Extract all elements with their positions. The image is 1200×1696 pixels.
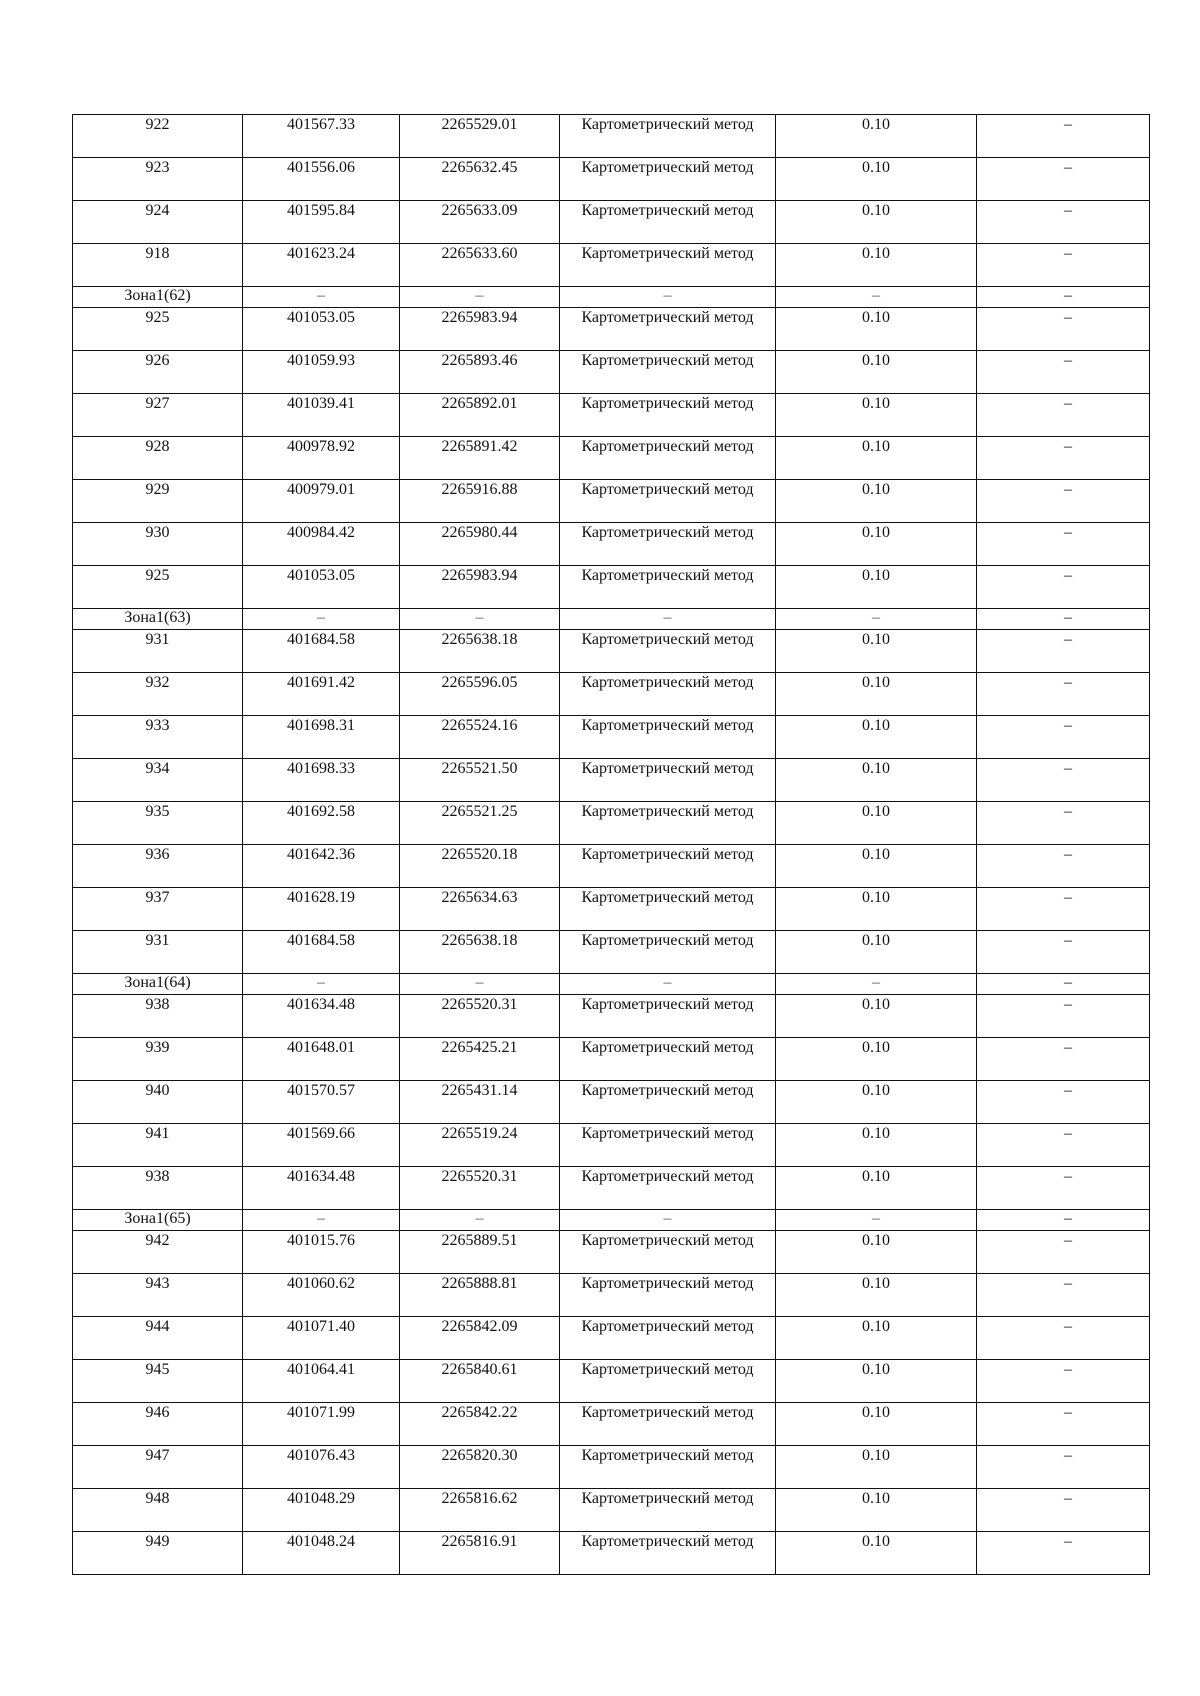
x-coordinate-cell: 401698.33 <box>243 759 400 802</box>
description-cell: – <box>977 931 1150 974</box>
accuracy-cell: 0.10 <box>776 673 977 716</box>
point-number-cell: 943 <box>73 1274 243 1317</box>
method-text: Картометрический метод <box>581 352 754 369</box>
y-coordinate-cell: 2265888.81 <box>400 1274 560 1317</box>
point-number-cell: 945 <box>73 1360 243 1403</box>
method-text: Картометрический метод <box>581 631 754 648</box>
method-text: Картометрический метод <box>581 1447 754 1464</box>
point-number-cell: Зона1(65) <box>73 1210 243 1231</box>
point-number-cell: 927 <box>73 394 243 437</box>
point-number-cell: 924 <box>73 201 243 244</box>
x-coordinate-cell: 401570.57 <box>243 1081 400 1124</box>
y-coordinate-cell: 2265983.94 <box>400 308 560 351</box>
table-row <box>73 1446 1150 1489</box>
x-coordinate-cell: – <box>243 609 400 630</box>
method-text: Картометрический метод <box>581 717 754 734</box>
point-number-cell: 925 <box>73 566 243 609</box>
x-coordinate-cell: 401691.42 <box>243 673 400 716</box>
table-row <box>73 1403 1150 1446</box>
accuracy-cell: 0.10 <box>776 437 977 480</box>
accuracy-cell: 0.10 <box>776 1038 977 1081</box>
x-coordinate-cell: 401634.48 <box>243 995 400 1038</box>
y-coordinate-cell: 2265916.88 <box>400 480 560 523</box>
description-cell: – <box>977 287 1150 308</box>
y-coordinate-cell: 2265638.18 <box>400 931 560 974</box>
y-coordinate-cell: 2265529.01 <box>400 115 560 158</box>
x-coordinate-cell: 401053.05 <box>243 308 400 351</box>
method-cell: – <box>560 609 776 630</box>
accuracy-cell: 0.10 <box>776 995 977 1038</box>
method-cell <box>560 995 776 1038</box>
method-text: Картометрический метод <box>581 524 754 541</box>
y-coordinate-cell: 2265980.44 <box>400 523 560 566</box>
description-cell: – <box>977 158 1150 201</box>
x-coordinate-cell: 401684.58 <box>243 630 400 673</box>
method-text: Картометрический метод <box>581 481 754 498</box>
method-text: Картометрический метод <box>581 996 754 1013</box>
table-row <box>73 244 1150 287</box>
accuracy-cell: 0.10 <box>776 394 977 437</box>
method-cell <box>560 1124 776 1167</box>
accuracy-cell: 0.10 <box>776 1532 977 1575</box>
x-coordinate-cell: 400978.92 <box>243 437 400 480</box>
accuracy-cell: 0.10 <box>776 888 977 931</box>
accuracy-cell: 0.10 <box>776 802 977 845</box>
x-coordinate-cell: 401648.01 <box>243 1038 400 1081</box>
y-coordinate-cell: 2265891.42 <box>400 437 560 480</box>
accuracy-cell: 0.10 <box>776 1167 977 1210</box>
method-cell <box>560 308 776 351</box>
method-cell <box>560 1446 776 1489</box>
accuracy-cell: – <box>776 974 977 995</box>
description-cell: – <box>977 566 1150 609</box>
table-row <box>73 480 1150 523</box>
y-coordinate-cell: 2265521.50 <box>400 759 560 802</box>
point-number-cell: 931 <box>73 630 243 673</box>
y-coordinate-cell: 2265840.61 <box>400 1360 560 1403</box>
y-coordinate-cell: 2265816.91 <box>400 1532 560 1575</box>
method-text: Картометрический метод <box>581 760 754 777</box>
description-cell: – <box>977 1038 1150 1081</box>
method-cell <box>560 1489 776 1532</box>
table-row <box>73 759 1150 802</box>
method-cell <box>560 437 776 480</box>
description-cell: – <box>977 802 1150 845</box>
point-number-cell: 931 <box>73 931 243 974</box>
accuracy-cell: 0.10 <box>776 1403 977 1446</box>
description-cell: – <box>977 1446 1150 1489</box>
table-row <box>73 566 1150 609</box>
accuracy-cell: 0.10 <box>776 201 977 244</box>
x-coordinate-cell: 401048.29 <box>243 1489 400 1532</box>
method-cell <box>560 630 776 673</box>
coordinates-table-body <box>73 115 1150 1575</box>
accuracy-cell: 0.10 <box>776 158 977 201</box>
description-cell: – <box>977 1081 1150 1124</box>
description-cell: – <box>977 115 1150 158</box>
y-coordinate-cell: 2265983.94 <box>400 566 560 609</box>
method-text: Картометрический метод <box>581 1275 754 1292</box>
method-text: Картометрический метод <box>581 116 754 133</box>
x-coordinate-cell: 401059.93 <box>243 351 400 394</box>
method-cell <box>560 394 776 437</box>
point-number-cell: 930 <box>73 523 243 566</box>
method-cell <box>560 716 776 759</box>
point-number-cell: 949 <box>73 1532 243 1575</box>
table-row <box>73 1124 1150 1167</box>
y-coordinate-cell: 2265520.31 <box>400 995 560 1038</box>
y-coordinate-cell: 2265892.01 <box>400 394 560 437</box>
accuracy-cell: 0.10 <box>776 931 977 974</box>
accuracy-cell: 0.10 <box>776 630 977 673</box>
table-row <box>73 437 1150 480</box>
description-cell: – <box>977 1274 1150 1317</box>
zone-header-row <box>73 609 1150 630</box>
x-coordinate-cell: 401556.06 <box>243 158 400 201</box>
accuracy-cell: 0.10 <box>776 759 977 802</box>
method-text: Картометрический метод <box>581 202 754 219</box>
x-coordinate-cell: 401048.24 <box>243 1532 400 1575</box>
point-number-cell: 936 <box>73 845 243 888</box>
x-coordinate-cell: 401698.31 <box>243 716 400 759</box>
table-row <box>73 888 1150 931</box>
table-row <box>73 523 1150 566</box>
method-text: Картометрический метод <box>581 803 754 820</box>
method-cell <box>560 1274 776 1317</box>
table-row <box>73 1231 1150 1274</box>
description-cell: – <box>977 201 1150 244</box>
table-row <box>73 995 1150 1038</box>
table-row <box>73 201 1150 244</box>
table-row <box>73 1489 1150 1532</box>
table-row <box>73 630 1150 673</box>
description-cell: – <box>977 1360 1150 1403</box>
accuracy-cell: – <box>776 287 977 308</box>
point-number-cell: 928 <box>73 437 243 480</box>
y-coordinate-cell: 2265520.18 <box>400 845 560 888</box>
point-number-cell: 944 <box>73 1317 243 1360</box>
accuracy-cell: 0.10 <box>776 351 977 394</box>
description-cell: – <box>977 1231 1150 1274</box>
x-coordinate-cell: 401071.99 <box>243 1403 400 1446</box>
x-coordinate-cell: 401060.62 <box>243 1274 400 1317</box>
method-cell <box>560 888 776 931</box>
method-text: Картометрический метод <box>581 1404 754 1421</box>
method-text: Картометрический метод <box>581 159 754 176</box>
accuracy-cell: 0.10 <box>776 1081 977 1124</box>
method-text: Картометрический метод <box>581 309 754 326</box>
x-coordinate-cell: – <box>243 1210 400 1231</box>
y-coordinate-cell: 2265842.09 <box>400 1317 560 1360</box>
table-row <box>73 802 1150 845</box>
table-row <box>73 1167 1150 1210</box>
method-cell <box>560 1403 776 1446</box>
table-row <box>73 1317 1150 1360</box>
method-cell <box>560 1317 776 1360</box>
x-coordinate-cell: 401071.40 <box>243 1317 400 1360</box>
table-row <box>73 1274 1150 1317</box>
point-number-cell: 932 <box>73 673 243 716</box>
method-cell <box>560 115 776 158</box>
table-row <box>73 716 1150 759</box>
method-cell: – <box>560 1210 776 1231</box>
accuracy-cell: 0.10 <box>776 566 977 609</box>
description-cell: – <box>977 308 1150 351</box>
description-cell: – <box>977 759 1150 802</box>
method-text: Картометрический метод <box>581 1533 754 1550</box>
description-cell: – <box>977 888 1150 931</box>
method-text: Картометрический метод <box>581 1490 754 1507</box>
description-cell: – <box>977 1403 1150 1446</box>
method-cell <box>560 158 776 201</box>
y-coordinate-cell: 2265842.22 <box>400 1403 560 1446</box>
method-text: Картометрический метод <box>581 395 754 412</box>
method-cell <box>560 759 776 802</box>
y-coordinate-cell: 2265820.30 <box>400 1446 560 1489</box>
y-coordinate-cell: 2265519.24 <box>400 1124 560 1167</box>
x-coordinate-cell: – <box>243 974 400 995</box>
y-coordinate-cell: 2265633.09 <box>400 201 560 244</box>
point-number-cell: 939 <box>73 1038 243 1081</box>
point-number-cell: 922 <box>73 115 243 158</box>
y-coordinate-cell: 2265521.25 <box>400 802 560 845</box>
table-row <box>73 1081 1150 1124</box>
y-coordinate-cell: 2265638.18 <box>400 630 560 673</box>
accuracy-cell: – <box>776 609 977 630</box>
y-coordinate-cell: 2265596.05 <box>400 673 560 716</box>
description-cell: – <box>977 974 1150 995</box>
description-cell: – <box>977 845 1150 888</box>
y-coordinate-cell: 2265633.60 <box>400 244 560 287</box>
y-coordinate-cell: 2265632.45 <box>400 158 560 201</box>
method-text: Картометрический метод <box>581 245 754 262</box>
method-cell: – <box>560 287 776 308</box>
method-text: Картометрический метод <box>581 674 754 691</box>
method-text: Картометрический метод <box>581 567 754 584</box>
point-number-cell: 935 <box>73 802 243 845</box>
point-number-cell: 948 <box>73 1489 243 1532</box>
point-number-cell: 938 <box>73 1167 243 1210</box>
point-number-cell: 947 <box>73 1446 243 1489</box>
description-cell: – <box>977 1210 1150 1231</box>
y-coordinate-cell: 2265816.62 <box>400 1489 560 1532</box>
description-cell: – <box>977 609 1150 630</box>
method-cell <box>560 1167 776 1210</box>
method-cell <box>560 673 776 716</box>
accuracy-cell: 0.10 <box>776 115 977 158</box>
description-cell: – <box>977 244 1150 287</box>
y-coordinate-cell: 2265431.14 <box>400 1081 560 1124</box>
point-number-cell: 918 <box>73 244 243 287</box>
zone-header-row <box>73 1210 1150 1231</box>
method-cell <box>560 523 776 566</box>
x-coordinate-cell: 401567.33 <box>243 115 400 158</box>
method-cell <box>560 1231 776 1274</box>
accuracy-cell: 0.10 <box>776 1446 977 1489</box>
description-cell: – <box>977 351 1150 394</box>
description-cell: – <box>977 716 1150 759</box>
x-coordinate-cell: 401015.76 <box>243 1231 400 1274</box>
accuracy-cell: 0.10 <box>776 845 977 888</box>
description-cell: – <box>977 523 1150 566</box>
method-text: Картометрический метод <box>581 846 754 863</box>
accuracy-cell: 0.10 <box>776 716 977 759</box>
method-text: Картометрический метод <box>581 1168 754 1185</box>
table-row <box>73 673 1150 716</box>
x-coordinate-cell: 400984.42 <box>243 523 400 566</box>
table-row <box>73 1360 1150 1403</box>
point-number-cell: 929 <box>73 480 243 523</box>
x-coordinate-cell: – <box>243 287 400 308</box>
method-text: Картометрический метод <box>581 1232 754 1249</box>
point-number-cell: 926 <box>73 351 243 394</box>
description-cell: – <box>977 437 1150 480</box>
method-text: Картометрический метод <box>581 1125 754 1142</box>
description-cell: – <box>977 630 1150 673</box>
method-cell <box>560 480 776 523</box>
table-row <box>73 158 1150 201</box>
method-cell <box>560 1532 776 1575</box>
description-cell: – <box>977 1167 1150 1210</box>
accuracy-cell: 0.10 <box>776 1231 977 1274</box>
point-number-cell: 925 <box>73 308 243 351</box>
table-row <box>73 394 1150 437</box>
point-number-cell: 941 <box>73 1124 243 1167</box>
x-coordinate-cell: 401053.05 <box>243 566 400 609</box>
accuracy-cell: 0.10 <box>776 1317 977 1360</box>
accuracy-cell: – <box>776 1210 977 1231</box>
x-coordinate-cell: 401039.41 <box>243 394 400 437</box>
y-coordinate-cell: 2265893.46 <box>400 351 560 394</box>
point-number-cell: 933 <box>73 716 243 759</box>
description-cell: – <box>977 480 1150 523</box>
accuracy-cell: 0.10 <box>776 1489 977 1532</box>
x-coordinate-cell: 401692.58 <box>243 802 400 845</box>
description-cell: – <box>977 1532 1150 1575</box>
y-coordinate-cell: 2265634.63 <box>400 888 560 931</box>
y-coordinate-cell: 2265524.16 <box>400 716 560 759</box>
accuracy-cell: 0.10 <box>776 1274 977 1317</box>
y-coordinate-cell: – <box>400 974 560 995</box>
point-number-cell: 934 <box>73 759 243 802</box>
method-text: Картометрический метод <box>581 1318 754 1335</box>
accuracy-cell: 0.10 <box>776 308 977 351</box>
method-text: Картометрический метод <box>581 1361 754 1378</box>
table-row <box>73 845 1150 888</box>
method-cell <box>560 566 776 609</box>
table-row <box>73 931 1150 974</box>
x-coordinate-cell: 401595.84 <box>243 201 400 244</box>
table-row <box>73 351 1150 394</box>
x-coordinate-cell: 401634.48 <box>243 1167 400 1210</box>
x-coordinate-cell: 401623.24 <box>243 244 400 287</box>
description-cell: – <box>977 1489 1150 1532</box>
coordinates-table <box>72 114 1150 1575</box>
accuracy-cell: 0.10 <box>776 1360 977 1403</box>
method-cell <box>560 1038 776 1081</box>
method-cell <box>560 1081 776 1124</box>
point-number-cell: 938 <box>73 995 243 1038</box>
method-cell <box>560 802 776 845</box>
zone-header-row <box>73 287 1150 308</box>
method-cell <box>560 351 776 394</box>
table-row <box>73 1532 1150 1575</box>
method-cell <box>560 931 776 974</box>
x-coordinate-cell: 401076.43 <box>243 1446 400 1489</box>
x-coordinate-cell: 401628.19 <box>243 888 400 931</box>
y-coordinate-cell: – <box>400 609 560 630</box>
description-cell: – <box>977 394 1150 437</box>
method-text: Картометрический метод <box>581 1039 754 1056</box>
method-cell <box>560 201 776 244</box>
method-cell: – <box>560 974 776 995</box>
point-number-cell: 940 <box>73 1081 243 1124</box>
y-coordinate-cell: 2265425.21 <box>400 1038 560 1081</box>
point-number-cell: 942 <box>73 1231 243 1274</box>
accuracy-cell: 0.10 <box>776 523 977 566</box>
method-text: Картометрический метод <box>581 1082 754 1099</box>
point-number-cell: Зона1(63) <box>73 609 243 630</box>
description-cell: – <box>977 1124 1150 1167</box>
x-coordinate-cell: 401642.36 <box>243 845 400 888</box>
method-text: Картометрический метод <box>581 438 754 455</box>
point-number-cell: 946 <box>73 1403 243 1446</box>
table-row <box>73 308 1150 351</box>
y-coordinate-cell: 2265889.51 <box>400 1231 560 1274</box>
description-cell: – <box>977 1317 1150 1360</box>
method-cell <box>560 845 776 888</box>
x-coordinate-cell: 401569.66 <box>243 1124 400 1167</box>
method-text: Картометрический метод <box>581 932 754 949</box>
point-number-cell: Зона1(62) <box>73 287 243 308</box>
method-cell <box>560 244 776 287</box>
description-cell: – <box>977 995 1150 1038</box>
accuracy-cell: 0.10 <box>776 480 977 523</box>
x-coordinate-cell: 401064.41 <box>243 1360 400 1403</box>
accuracy-cell: 0.10 <box>776 1124 977 1167</box>
y-coordinate-cell: – <box>400 287 560 308</box>
point-number-cell: 923 <box>73 158 243 201</box>
description-cell: – <box>977 673 1150 716</box>
method-cell <box>560 1360 776 1403</box>
point-number-cell: 937 <box>73 888 243 931</box>
table-row <box>73 115 1150 158</box>
y-coordinate-cell: – <box>400 1210 560 1231</box>
table-row <box>73 1038 1150 1081</box>
point-number-cell: Зона1(64) <box>73 974 243 995</box>
x-coordinate-cell: 401684.58 <box>243 931 400 974</box>
y-coordinate-cell: 2265520.31 <box>400 1167 560 1210</box>
accuracy-cell: 0.10 <box>776 244 977 287</box>
method-text: Картометрический метод <box>581 889 754 906</box>
zone-header-row <box>73 974 1150 995</box>
x-coordinate-cell: 400979.01 <box>243 480 400 523</box>
